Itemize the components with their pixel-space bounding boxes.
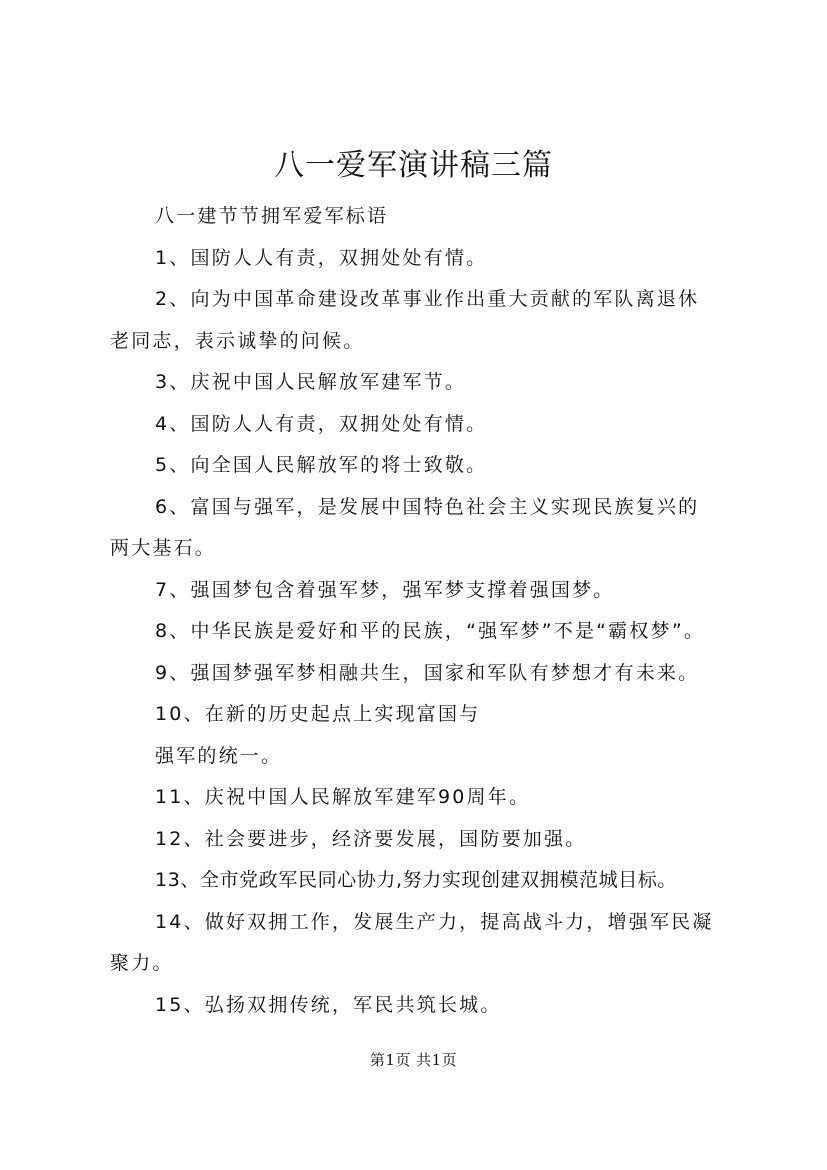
slogan-line: 5、向全国人民解放军的将士致敬。 <box>155 454 488 476</box>
slogan-line: 15、弘扬双拥传统，军民共筑长城。 <box>155 993 502 1016</box>
slogan-line: 10、在新的历史起点上实现富国与 <box>155 703 481 725</box>
slogan-item-6 <box>110 487 750 570</box>
slogan-line: 1、国防人人有责，双拥处处有情。 <box>155 246 488 269</box>
slogan-line: 13、全市党政军民同心协力,努力实现创建双拥模范城目标。 <box>155 869 678 891</box>
slogan-item-14 <box>110 902 750 985</box>
slogan-line: 11、庆祝中国人民解放军建军90周年。 <box>155 786 531 808</box>
slogan-line: 8、中华民族是爱好和平的民族，“强军梦”不是“霸权梦”。 <box>155 620 706 642</box>
slogan-line: 6、富国与强军，是发展中国特色社会主义实现民族复兴的 <box>155 495 700 518</box>
slogan-item-2 <box>110 279 750 362</box>
document-title: 八一爱军演讲稿三篇 <box>274 148 553 183</box>
subtitle-line: 八一建节节拥军爱军标语 <box>155 205 389 227</box>
slogan-line: 14、做好双拥工作，发展生产力，提高战斗力，增强军民凝 <box>155 910 714 933</box>
slogan-line-continued: 老同志，表示诚挚的问候。 <box>110 329 365 352</box>
slogan-line: 7、强国梦包含着强军梦，强军梦支撑着强国梦。 <box>155 578 615 601</box>
slogan-line: 9、强国梦强军梦相融共生，国家和军队有梦想才有未来。 <box>155 661 700 684</box>
slogan-item-15 <box>110 985 750 1027</box>
slogan-item-12 <box>110 819 750 861</box>
slogan-item-11 <box>110 777 750 819</box>
slogan-item-13 <box>110 860 750 902</box>
slogan-item-4 <box>110 404 750 446</box>
page-number-footer: 第1页 共1页 <box>369 1051 458 1069</box>
slogan-item-3 <box>110 362 750 404</box>
slogan-item-1 <box>110 238 750 280</box>
slogan-line-continued: 聚力。 <box>110 952 174 974</box>
slogan-item-8 <box>110 611 750 653</box>
slogan-line-continued: 强军的统一。 <box>155 744 283 767</box>
slogan-item-7 <box>110 570 750 612</box>
slogan-line: 2、向为中国革命建设改革事业作出重大贡献的军队离退休 <box>155 288 700 310</box>
slogan-line: 3、庆祝中国人民解放军建军节。 <box>155 371 467 393</box>
document-body <box>110 196 750 1026</box>
slogan-item-10 <box>110 694 750 777</box>
slogan-line: 4、国防人人有责，双拥处处有情。 <box>155 412 488 435</box>
slogan-item-5 <box>110 445 750 487</box>
slogan-line: 12、社会要进步，经济要发展，国防要加强。 <box>155 827 587 850</box>
slogan-item-9 <box>110 653 750 695</box>
slogan-line-continued: 两大基石。 <box>110 537 217 559</box>
